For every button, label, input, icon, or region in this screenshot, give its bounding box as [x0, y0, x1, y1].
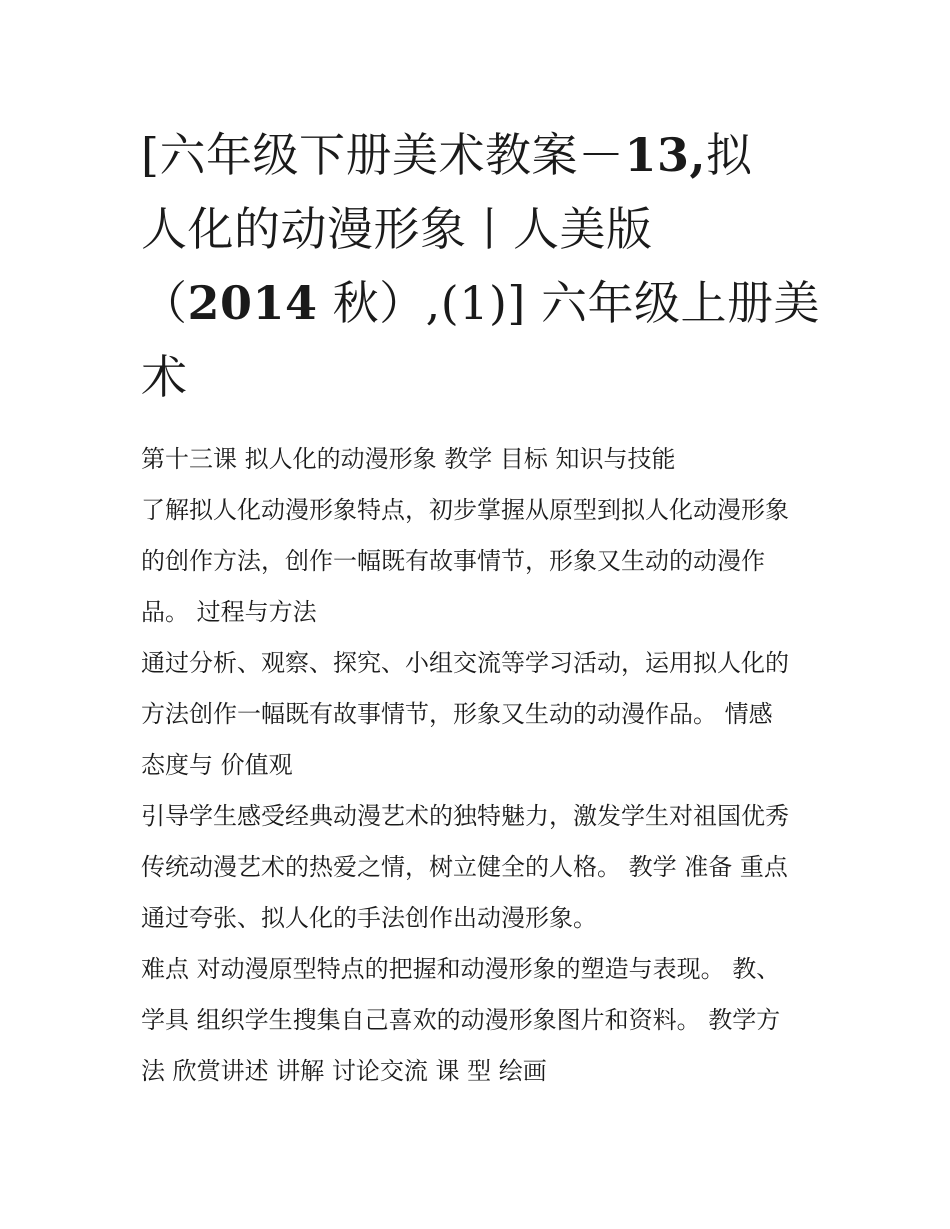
body-line: 法 欣赏讲述 讲解 讨论交流 课 型 绘画: [141, 1057, 547, 1085]
title-text: （: [141, 276, 188, 330]
document-title: [141, 118, 831, 414]
title-text-bold: 2014: [187, 276, 318, 330]
title-line-4: [141, 340, 831, 414]
body-line: 态度与 价值观: [141, 751, 293, 779]
title-line-2: [141, 192, 831, 266]
body-line: 的创作方法，创作一幅既有故事情节，形象又生动的动漫作: [141, 547, 765, 575]
body-line: 品。 过程与方法: [141, 598, 317, 626]
title-text: 秋）,(1)] 六年级上册美: [317, 276, 821, 330]
title-text-bold: 13,: [624, 128, 706, 182]
body-line: 学具 组织学生搜集自己喜欢的动漫形象图片和资料。 教学方: [141, 1006, 781, 1034]
body-line: 传统动漫艺术的热爱之情，树立健全的人格。 教学 准备 重点: [141, 853, 788, 881]
body-line: 通过夸张、拟人化的手法创作出动漫形象。: [141, 904, 597, 932]
title-text: [六年级下册美术教案－: [141, 128, 625, 182]
body-line: 方法创作一幅既有故事情节，形象又生动的动漫作品。 情感: [141, 700, 773, 728]
title-text: 拟: [705, 128, 753, 182]
body-line: 通过分析、观察、探究、小组交流等学习活动，运用拟人化的: [141, 649, 789, 677]
body-line: 引导学生感受经典动漫艺术的独特魅力，激发学生对祖国优秀: [141, 802, 789, 830]
title-text: 人化的动漫形象丨人美版: [141, 202, 653, 256]
title-line-1: [141, 118, 831, 192]
body-line: 了解拟人化动漫形象特点，初步掌握从原型到拟人化动漫形象: [141, 496, 789, 524]
body-line: 第十三课 拟人化的动漫形象 教学 目标 知识与技能: [141, 445, 676, 473]
title-text: 术: [141, 350, 188, 404]
title-line-3: [141, 266, 831, 340]
document-body: [141, 434, 831, 1097]
body-line: 难点 对动漫原型特点的把握和动漫形象的塑造与表现。 教、: [141, 955, 781, 983]
